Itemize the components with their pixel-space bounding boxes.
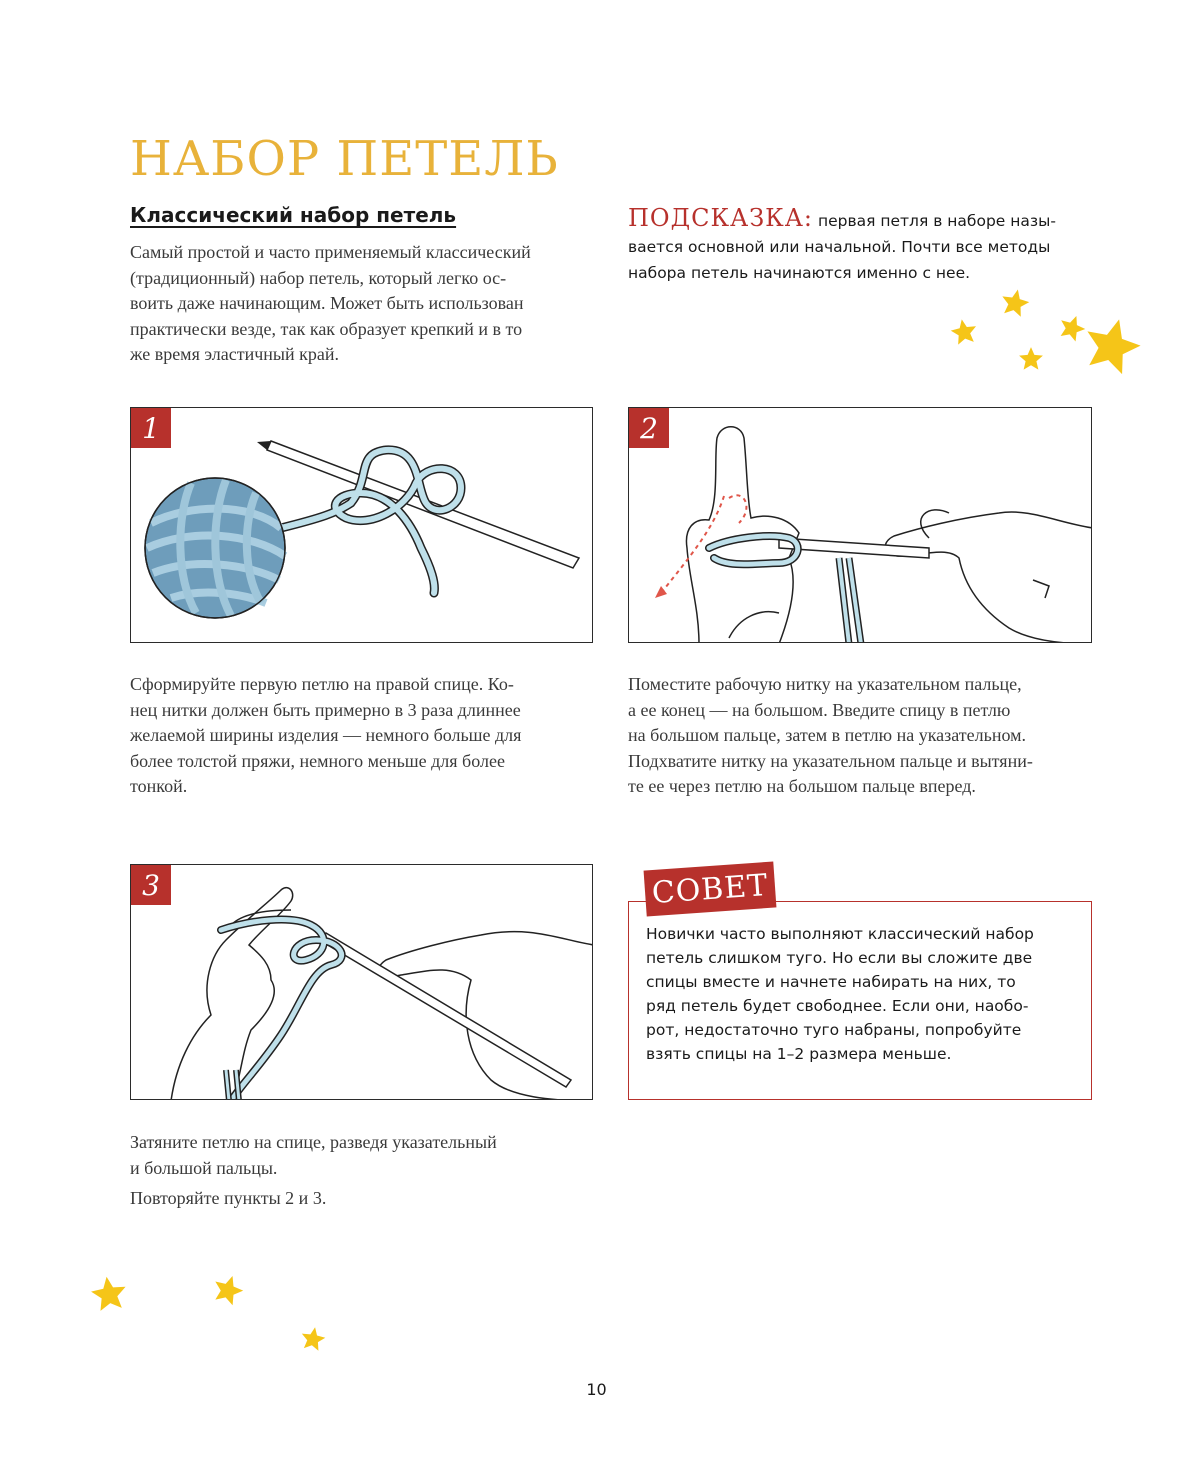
hint-label: ПОДСКАЗКА:	[628, 204, 814, 232]
hint-text: первая петля в наборе назы- вается основной или начальной. Почти все методы набора петель начинаются именно с нее.	[628, 212, 1056, 282]
step-1-illustration	[130, 407, 593, 643]
step-number-badge: 3	[131, 865, 171, 905]
step-3-caption: Затяните петлю на спице, разведя указательный и большой пальцы.	[130, 1132, 497, 1178]
hands-casting-on-illustration	[629, 408, 1092, 643]
step-number-badge: 2	[629, 408, 669, 448]
star-icon	[1082, 316, 1142, 376]
yarn-ball-needle-illustration	[131, 408, 593, 643]
step-3-note: Повторяйте пункты 2 и 3.	[130, 1188, 327, 1208]
star-icon	[950, 318, 978, 346]
hint-block	[628, 205, 1098, 286]
step-2-caption: Поместите рабочую нитку на указательном пальце, а ее конец — на большом. Введите спицу в петлю на большом пальце, затем в петлю на указательном. Подхватите нитку на указательном пальце и вытяни- те ее через петлю на большом пальце вперед.	[628, 674, 1033, 796]
star-icon	[90, 1275, 128, 1313]
star-icon	[300, 1326, 326, 1352]
section-intro: Самый простой и часто применяемый классический (традиционный) набор петель, который легко ос- воить даже начинающим. Может быть использован практически везде, так как образует крепкий и в то же время эластичный край.	[130, 242, 531, 364]
section-heading: Классический набор петель	[130, 203, 457, 227]
step-1-caption: Сформируйте первую петлю на правой спице. Ко- нец нитки должен быть примерно в 3 раза длиннее желаемой ширины изделия — немного больше для более толстой пряжи, немного меньше для более тонкой.	[130, 674, 522, 796]
tip-text: Новички часто выполняют классический набор петель слишком туго. Но если вы сложите две спицы вместе и начнете набирать на них, то ряд петель будет свободнее. Если они, наобо- рот, недостаточно туго набраны, попробуйте взять спицы на 1–2 размера меньше.	[646, 925, 1034, 1063]
page-number: 10	[586, 1380, 607, 1399]
step-number-badge: 1	[131, 408, 171, 448]
star-icon	[1000, 288, 1030, 318]
tightening-loop-illustration	[131, 865, 593, 1100]
tip-label: СОВЕТ	[644, 862, 777, 917]
page-title: НАБОР ПЕТЕЛЬ	[130, 131, 559, 187]
step-3-illustration	[130, 864, 593, 1100]
star-icon	[1018, 346, 1044, 372]
star-icon	[212, 1274, 244, 1306]
step-2-illustration	[628, 407, 1092, 643]
